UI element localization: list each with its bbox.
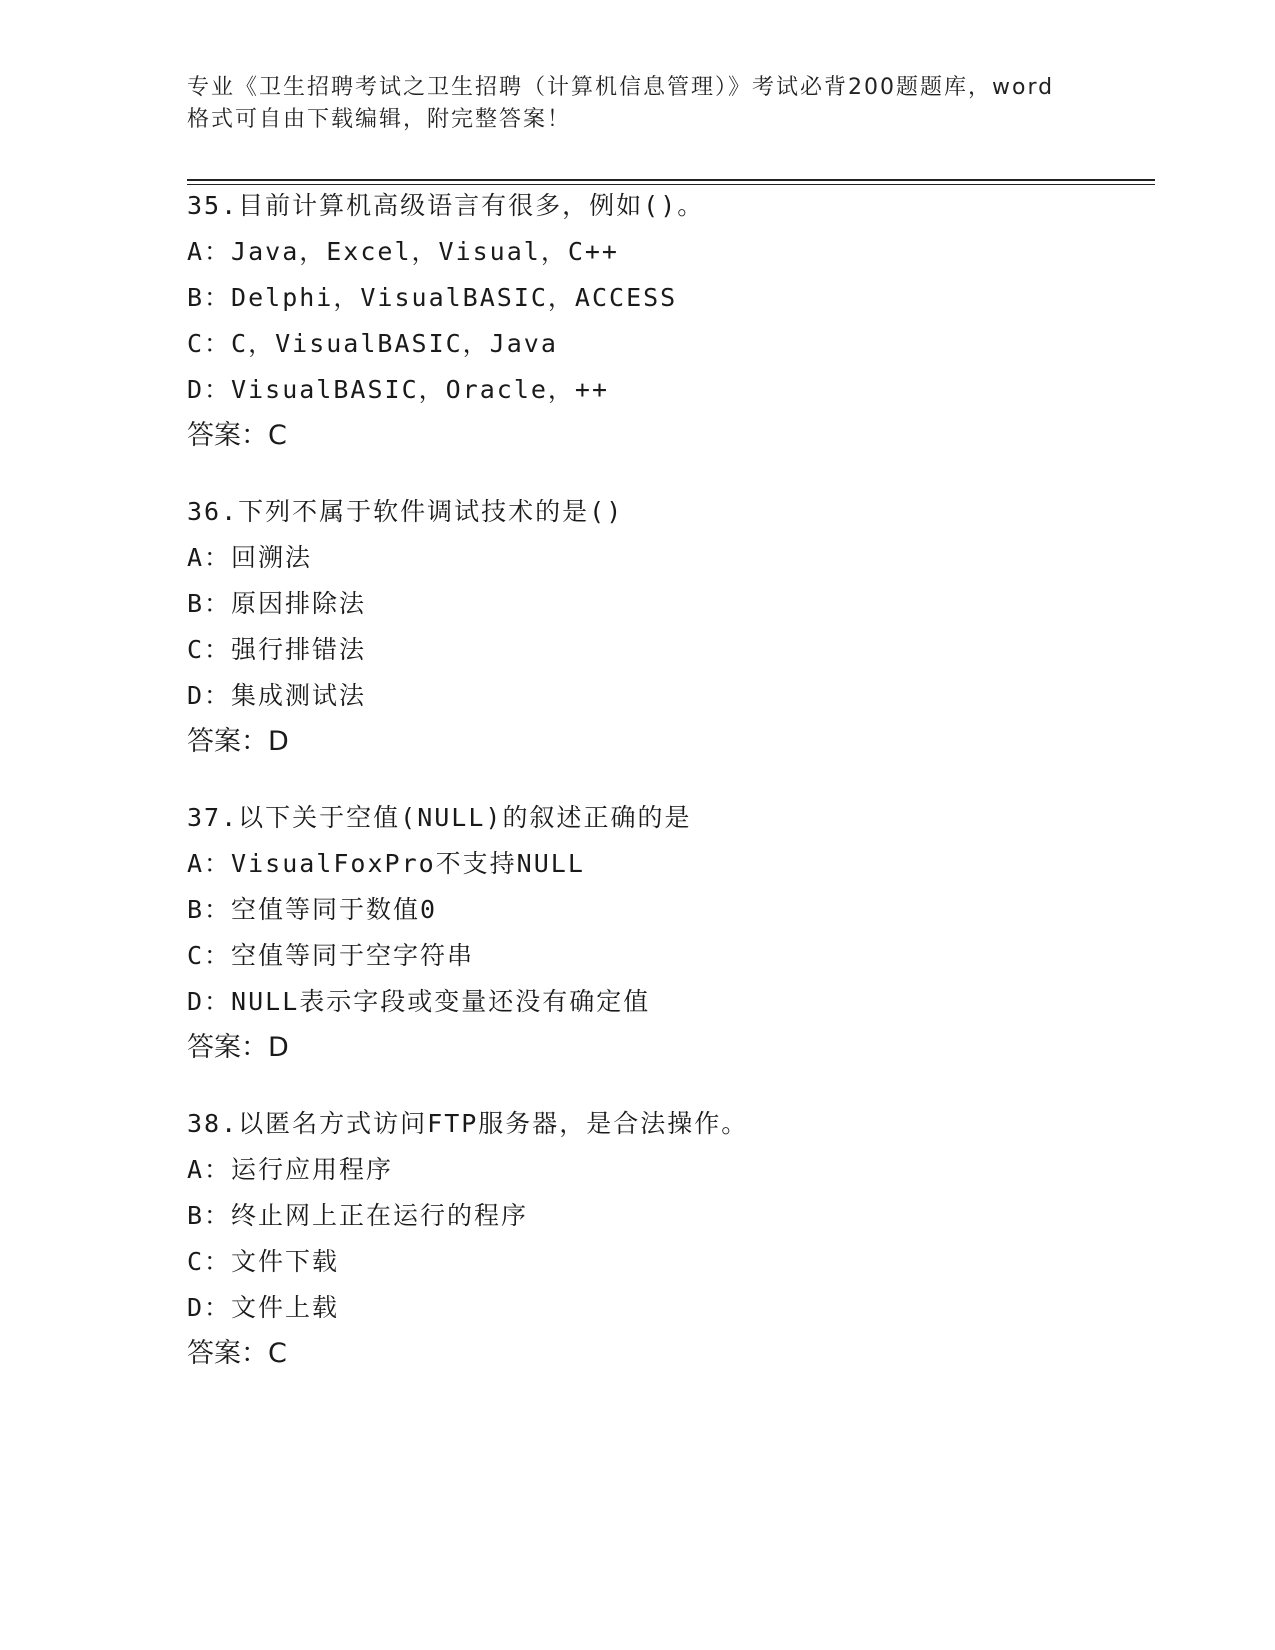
question-stem: 37.以下关于空值(NULL)的叙述正确的是 — [187, 803, 692, 832]
option-a: A：VisualFoxPro不支持NULL — [187, 849, 585, 878]
question-stem: 36.下列不属于软件调试技术的是() — [187, 497, 624, 526]
answer-label: 答案：D — [187, 726, 289, 757]
option-b: B：终止网上正在运行的程序 — [187, 1201, 529, 1230]
option-c: C：强行排错法 — [187, 635, 367, 664]
option-a: A：Java，Excel，Visual，C++ — [187, 237, 619, 266]
answer-label: 答案：C — [187, 1338, 287, 1369]
question-37 — [187, 795, 1147, 1071]
option-b: B：Delphi，VisualBASIC，ACCESS — [187, 283, 678, 312]
option-a: A：运行应用程序 — [187, 1155, 394, 1184]
question-35 — [187, 183, 1147, 459]
option-d: D：VisualBASIC，Oracle，++ — [187, 375, 610, 404]
header-divider-thick — [187, 179, 1155, 181]
option-c: C：空值等同于空字符串 — [187, 941, 475, 970]
header-line-1: 专业《卫生招聘考试之卫生招聘（计算机信息管理）》考试必背200题题库，word — [187, 75, 1055, 100]
option-d: D：集成测试法 — [187, 681, 367, 710]
option-d: D：NULL表示字段或变量还没有确定值 — [187, 987, 651, 1016]
answer-label: 答案：D — [187, 1032, 289, 1063]
answer-label: 答案：C — [187, 420, 287, 451]
option-b: B：原因排除法 — [187, 589, 367, 618]
question-38 — [187, 1101, 1147, 1377]
header-line-2: 格式可自由下载编辑，附完整答案！ — [187, 107, 572, 132]
option-a: A：回溯法 — [187, 543, 313, 572]
question-36 — [187, 489, 1147, 765]
question-stem: 38.以匿名方式访问FTP服务器，是合法操作。 — [187, 1109, 749, 1138]
option-b: B：空值等同于数值0 — [187, 895, 438, 924]
option-d: D：文件上载 — [187, 1293, 340, 1322]
option-c: C：C，VisualBASIC，Java — [187, 329, 558, 358]
document-header — [187, 72, 1087, 136]
question-stem: 35.目前计算机高级语言有很多，例如()。 — [187, 191, 705, 220]
option-c: C：文件下载 — [187, 1247, 340, 1276]
